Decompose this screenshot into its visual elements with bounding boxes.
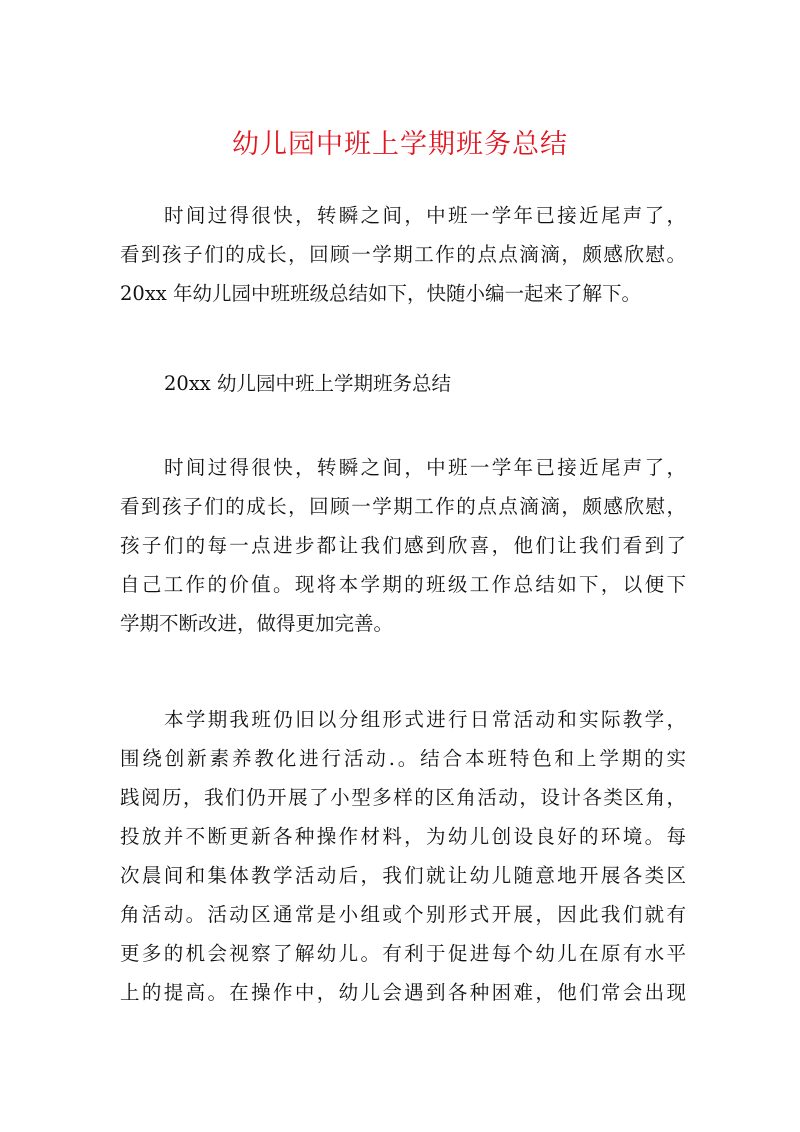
paragraph-line: 投放并不断更新各种操作材料，为幼儿创设良好的环境。每 — [120, 825, 686, 848]
body-paragraph-1 — [120, 448, 686, 643]
paragraph-line: 看到孩子们的成长，回顾一学期工作的点点滴滴，颇感欣慰。 — [120, 243, 686, 266]
body-paragraph-2 — [120, 700, 686, 1012]
paragraph-line: 本学期我班仍旧以分组形式进行日常活动和实际教学， — [164, 708, 686, 731]
paragraph-line: 学期不断改进，做得更加完善。 — [120, 612, 394, 635]
paragraph-line: 次晨间和集体教学活动后，我们就让幼儿随意地开展各类区 — [120, 864, 686, 887]
paragraph-line: 孩子们的每一点进步都让我们感到欣喜，他们让我们看到了 — [120, 534, 686, 557]
paragraph-line: 践阅历，我们仍开展了小型多样的区角活动，设计各类区角， — [120, 786, 686, 809]
paragraph-line: 20xx 年幼儿园中班班级总结如下，快随小编一起来了解下。 — [120, 282, 642, 305]
paragraph-line: 自己工作的价值。现将本学期的班级工作总结如下，以便下 — [120, 573, 686, 596]
paragraph-line: 看到孩子们的成长，回顾一学期工作的点点滴滴，颇感欣慰， — [120, 495, 686, 518]
paragraph-line: 围绕创新素养教化进行活动.。结合本班特色和上学期的实 — [120, 747, 686, 770]
intro-paragraph — [120, 196, 686, 313]
paragraph-line: 时间过得很快，转瞬之间，中班一学年已接近尾声了， — [164, 204, 686, 227]
paragraph-line: 上的提高。在操作中，幼儿会遇到各种困难，他们常会出现 — [120, 981, 686, 1004]
paragraph-line: 更多的机会视察了解幼儿。有利于促进每个幼儿在原有水平 — [120, 942, 686, 965]
document-title: 幼儿园中班上学期班务总结 — [232, 129, 568, 160]
paragraph-line: 角活动。活动区通常是小组或个别形式开展，因此我们就有 — [120, 903, 686, 926]
paragraph-line: 时间过得很快，转瞬之间，中班一学年已接近尾声了， — [164, 456, 686, 479]
section-subtitle: 20xx 幼儿园中班上学期班务总结 — [164, 372, 452, 395]
